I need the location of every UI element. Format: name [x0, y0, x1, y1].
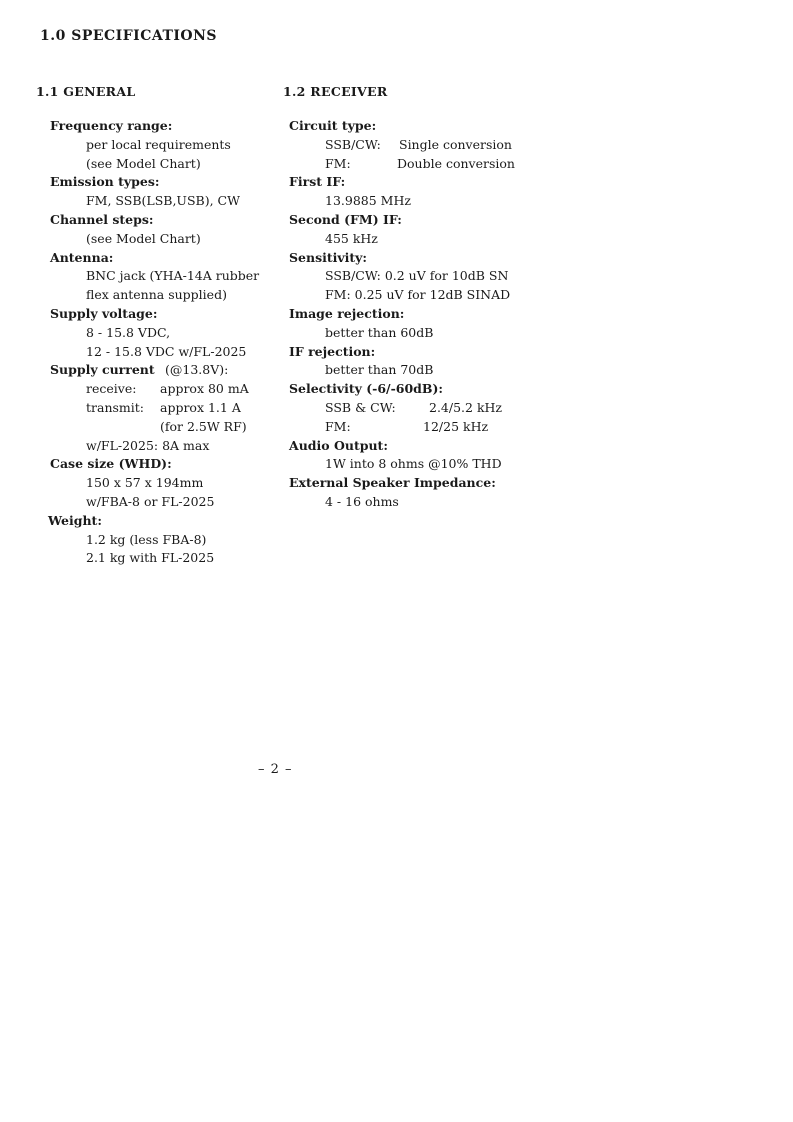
spec-label-suffix: (@13.8V):: [165, 362, 229, 378]
spec-external-speaker: [289, 474, 535, 512]
spec-value: (see Model Chart): [86, 155, 201, 171]
spec-circuit-type: [289, 117, 535, 173]
receiver-heading: 1.2 RECEIVER: [283, 84, 388, 99]
fm-value: Double conversion: [397, 155, 515, 171]
spec-sensitivity: [289, 249, 535, 305]
spec-weight: [50, 512, 288, 568]
spec-value: (see Model Chart): [86, 230, 201, 246]
spec-label: Second (FM) IF:: [289, 211, 402, 227]
spec-label: Image rejection:: [289, 305, 405, 321]
spec-value: [86, 380, 288, 399]
spec-case-size: [50, 455, 288, 511]
spec-label: Sensitivity:: [289, 249, 368, 265]
fm-key: FM:: [325, 418, 351, 434]
general-section: [38, 84, 288, 568]
receive-key: receive:: [86, 381, 137, 397]
transmit-value: approx 1.1 A: [160, 399, 241, 415]
spec-label: Antenna:: [50, 249, 114, 265]
page-number: – 2 –: [258, 762, 293, 777]
spec-label: Selectivity (-6/-60dB):: [289, 381, 443, 397]
spec-value: BNC jack (YHA-14A rubber: [86, 268, 260, 284]
spec-label: Case size (WHD):: [50, 456, 172, 472]
spec-label: Emission types:: [50, 174, 160, 190]
spec-label: Channel steps:: [50, 211, 154, 227]
spec-label: IF rejection:: [289, 343, 376, 359]
spec-supply-current: [50, 361, 288, 455]
spec-value: [325, 136, 535, 155]
spec-label: Supply voltage:: [50, 305, 158, 321]
spec-frequency-range: [50, 117, 288, 173]
spec-value: w/FL-2025: 8A max: [86, 437, 210, 453]
spec-value: 13.9885 MHz: [325, 193, 411, 209]
receive-value: approx 80 mA: [160, 381, 249, 397]
spec-second-if: [289, 211, 535, 249]
fm-value: 12/25 kHz: [423, 418, 489, 434]
ssb-value: Single conversion: [399, 136, 512, 152]
spec-value: SSB/CW: 0.2 uV for 10dB SN: [325, 268, 509, 284]
general-heading: 1.1 GENERAL: [36, 84, 136, 99]
spec-value: [325, 399, 535, 418]
spec-if-rejection: [289, 343, 535, 381]
spec-value: flex antenna supplied): [86, 287, 227, 303]
receiver-spec-list: [289, 117, 535, 512]
spec-label: [50, 361, 288, 380]
spec-value: 4 - 16 ohms: [325, 493, 399, 509]
spec-first-if: [289, 173, 535, 211]
fm-key: FM:: [325, 155, 351, 171]
spec-value: per local requirements: [86, 136, 231, 152]
spec-value: FM: 0.25 uV for 12dB SINAD: [325, 287, 511, 303]
spec-value: 1.2 kg (less FBA-8): [86, 531, 207, 547]
spec-label: Audio Output:: [289, 437, 388, 453]
spec-value: 12 - 15.8 VDC w/FL-2025: [86, 343, 247, 359]
spec-emission-types: [50, 173, 288, 211]
spec-value: w/FBA-8 or FL-2025: [86, 493, 215, 509]
spec-label: Weight:: [48, 512, 102, 528]
spec-label: External Speaker Impedance:: [289, 475, 496, 491]
spec-value: [325, 418, 535, 437]
spec-channel-steps: [50, 211, 288, 249]
ssb-key: SSB/CW:: [325, 136, 381, 152]
spec-value: FM, SSB(LSB,USB), CW: [86, 193, 240, 209]
spec-value: (for 2.5W RF): [160, 418, 247, 434]
spec-selectivity: [289, 380, 535, 436]
ssb-cw-value: 2.4/5.2 kHz: [429, 399, 503, 415]
spec-audio-output: [289, 437, 535, 475]
spec-value: [325, 155, 535, 174]
spec-value: 8 - 15.8 VDC,: [86, 324, 171, 340]
spec-value: better than 70dB: [325, 362, 434, 378]
spec-value: [86, 399, 288, 418]
spec-label-main: Supply current: [50, 362, 155, 378]
spec-value: better than 60dB: [325, 324, 434, 340]
spec-label: First IF:: [289, 174, 346, 190]
document-title: 1.0 SPECIFICATIONS: [40, 28, 218, 44]
general-spec-list: [50, 117, 288, 568]
ssb-cw-key: SSB & CW:: [325, 399, 396, 415]
spec-image-rejection: [289, 305, 535, 343]
spec-label: Circuit type:: [289, 118, 377, 133]
spec-supply-voltage: [50, 305, 288, 361]
spec-value: 2.1 kg with FL-2025: [86, 550, 215, 566]
spec-label: Frequency range:: [50, 118, 173, 133]
receiver-section: [285, 84, 535, 512]
transmit-key: transmit:: [86, 399, 145, 415]
spec-antenna: [50, 249, 288, 305]
spec-value: 1W into 8 ohms @10% THD: [325, 456, 502, 472]
spec-value: 150 x 57 x 194mm: [86, 475, 204, 491]
spec-value: 455 kHz: [325, 230, 378, 246]
